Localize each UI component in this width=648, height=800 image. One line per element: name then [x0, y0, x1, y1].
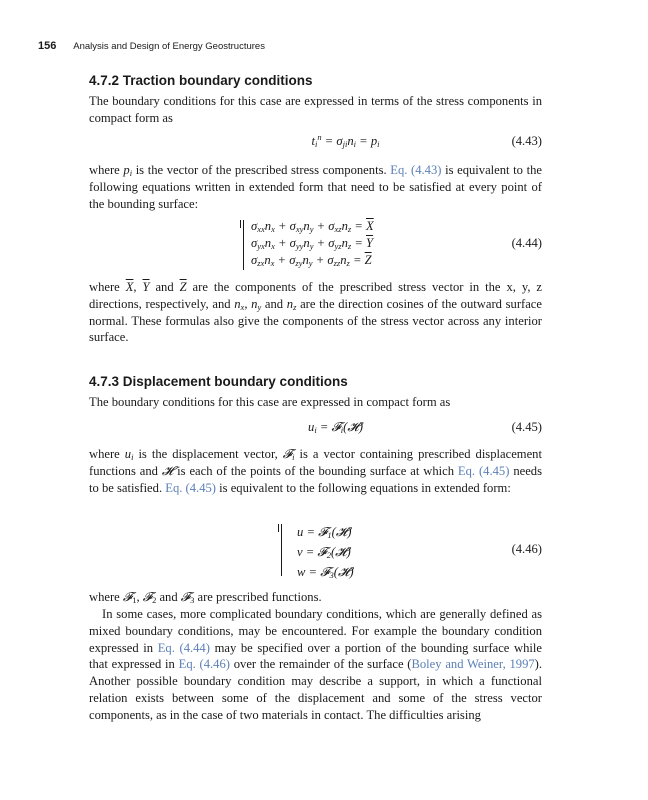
running-head	[38, 40, 265, 52]
equation-number: (4.43)	[511, 134, 542, 148]
eq-link-4-45-second[interactable]: Eq. (4.45)	[165, 480, 216, 495]
paragraph-after-4-46: where 𝓕$_1$, 𝓕$_2$ and 𝓕$_3$ are prescribed functions.	[89, 590, 322, 605]
page-number: 156	[38, 40, 57, 52]
paragraph-after-4-43: where $p_i$ is the vector of the prescribed stress components. Eq. (4.43) is equivalent to the following equations written in extended form that need to be satisfied at every point of the bounding surface:	[89, 163, 542, 211]
paragraph-after-4-44: where $\overline{X}$, $\overline{Y}$ and $\overline{Z}$ are the components of the prescribed stress vector in the x, y, z directions, respectively, and $n_x$, $n_y$ and $n_z$ are the direction cosines of the outward surface normal. These formulas also give the components of the stress vector across any interior surface.	[89, 280, 542, 345]
paragraph-472-intro: The boundary conditions for this case are expressed in terms of the stress components in compact form as	[89, 94, 542, 125]
left-brace	[243, 220, 244, 270]
paragraph-after-4-45: where $u_i$ is the displacement vector, 𝓕$_i$ is a vector containing prescribed displacement functions and 𝓗 is each of the points of the bounding surface at which Eq. (4.45) needs to be satisfied. Eq. (4.45) is equivalent to the following equations in extended form:	[89, 447, 542, 495]
book-title: Analysis and Design of Energy Geostructures	[73, 41, 265, 52]
equation-4-46: u = 𝓕$_1$(𝓗) v = 𝓕$_2$(𝓗) w = 𝓕$_3$(𝓗) (4.46)	[89, 522, 542, 578]
equation-number: (4.46)	[511, 542, 542, 556]
equation-4-43: $t_i^n = \sigma_{ji}n_i = p_i$ (4.43)	[311, 131, 542, 149]
left-brace	[281, 524, 282, 576]
equation-number: (4.45)	[511, 420, 542, 434]
equation-number: (4.44)	[511, 236, 542, 250]
section-heading-4-7-3: 4.7.3 Displacement boundary conditions	[89, 374, 348, 389]
eq-link-4-44[interactable]: Eq. (4.44)	[157, 640, 210, 655]
section-heading-4-7-2: 4.7.2 Traction boundary conditions	[89, 73, 313, 88]
paragraph-mixed-conditions: In some cases, more complicated boundary conditions, which are generally defined as mixed boundary conditions, may be encountered. For example the boundary condition expressed in Eq. (4.44) may be specified over a portion of the bounding surface while that expressed in Eq. (4.46) over the remainder of the surface (Boley and Weiner, 1997). Another possible boundary condition may describe a support, in which a functional relation exists between some of the displacement and some of the stress vector components, as in the case of two materials in contact. The difficulties arising	[89, 607, 543, 722]
paragraph-473-intro: The boundary conditions for this case are expressed in compact form as	[89, 395, 451, 409]
equation-4-45: $u_i$ = 𝓕$_i$(𝓗) (4.45)	[308, 420, 542, 435]
eq-link-4-43[interactable]: Eq. (4.43)	[390, 163, 442, 177]
equation-4-44: $\sigma_{xx}n_x + \sigma_{xy}n_y + \sigma_{xz}n_z = \overline{X}$ $\sigma_{yx}n_x + \sigma_{yy}n_y + \sigma_{yz}n_z = \overline{Y}$ $\sigma_{zx}n_x + \sigma_{zy}n_y + \sigma_{zz}n_z = \overline{Z}$ (4.44)	[89, 218, 542, 272]
eq-link-4-46[interactable]: Eq. (4.46)	[178, 657, 230, 672]
eq-link-4-45[interactable]: Eq. (4.45)	[457, 463, 510, 478]
citation-link[interactable]: Boley and Weiner, 1997	[411, 657, 535, 672]
